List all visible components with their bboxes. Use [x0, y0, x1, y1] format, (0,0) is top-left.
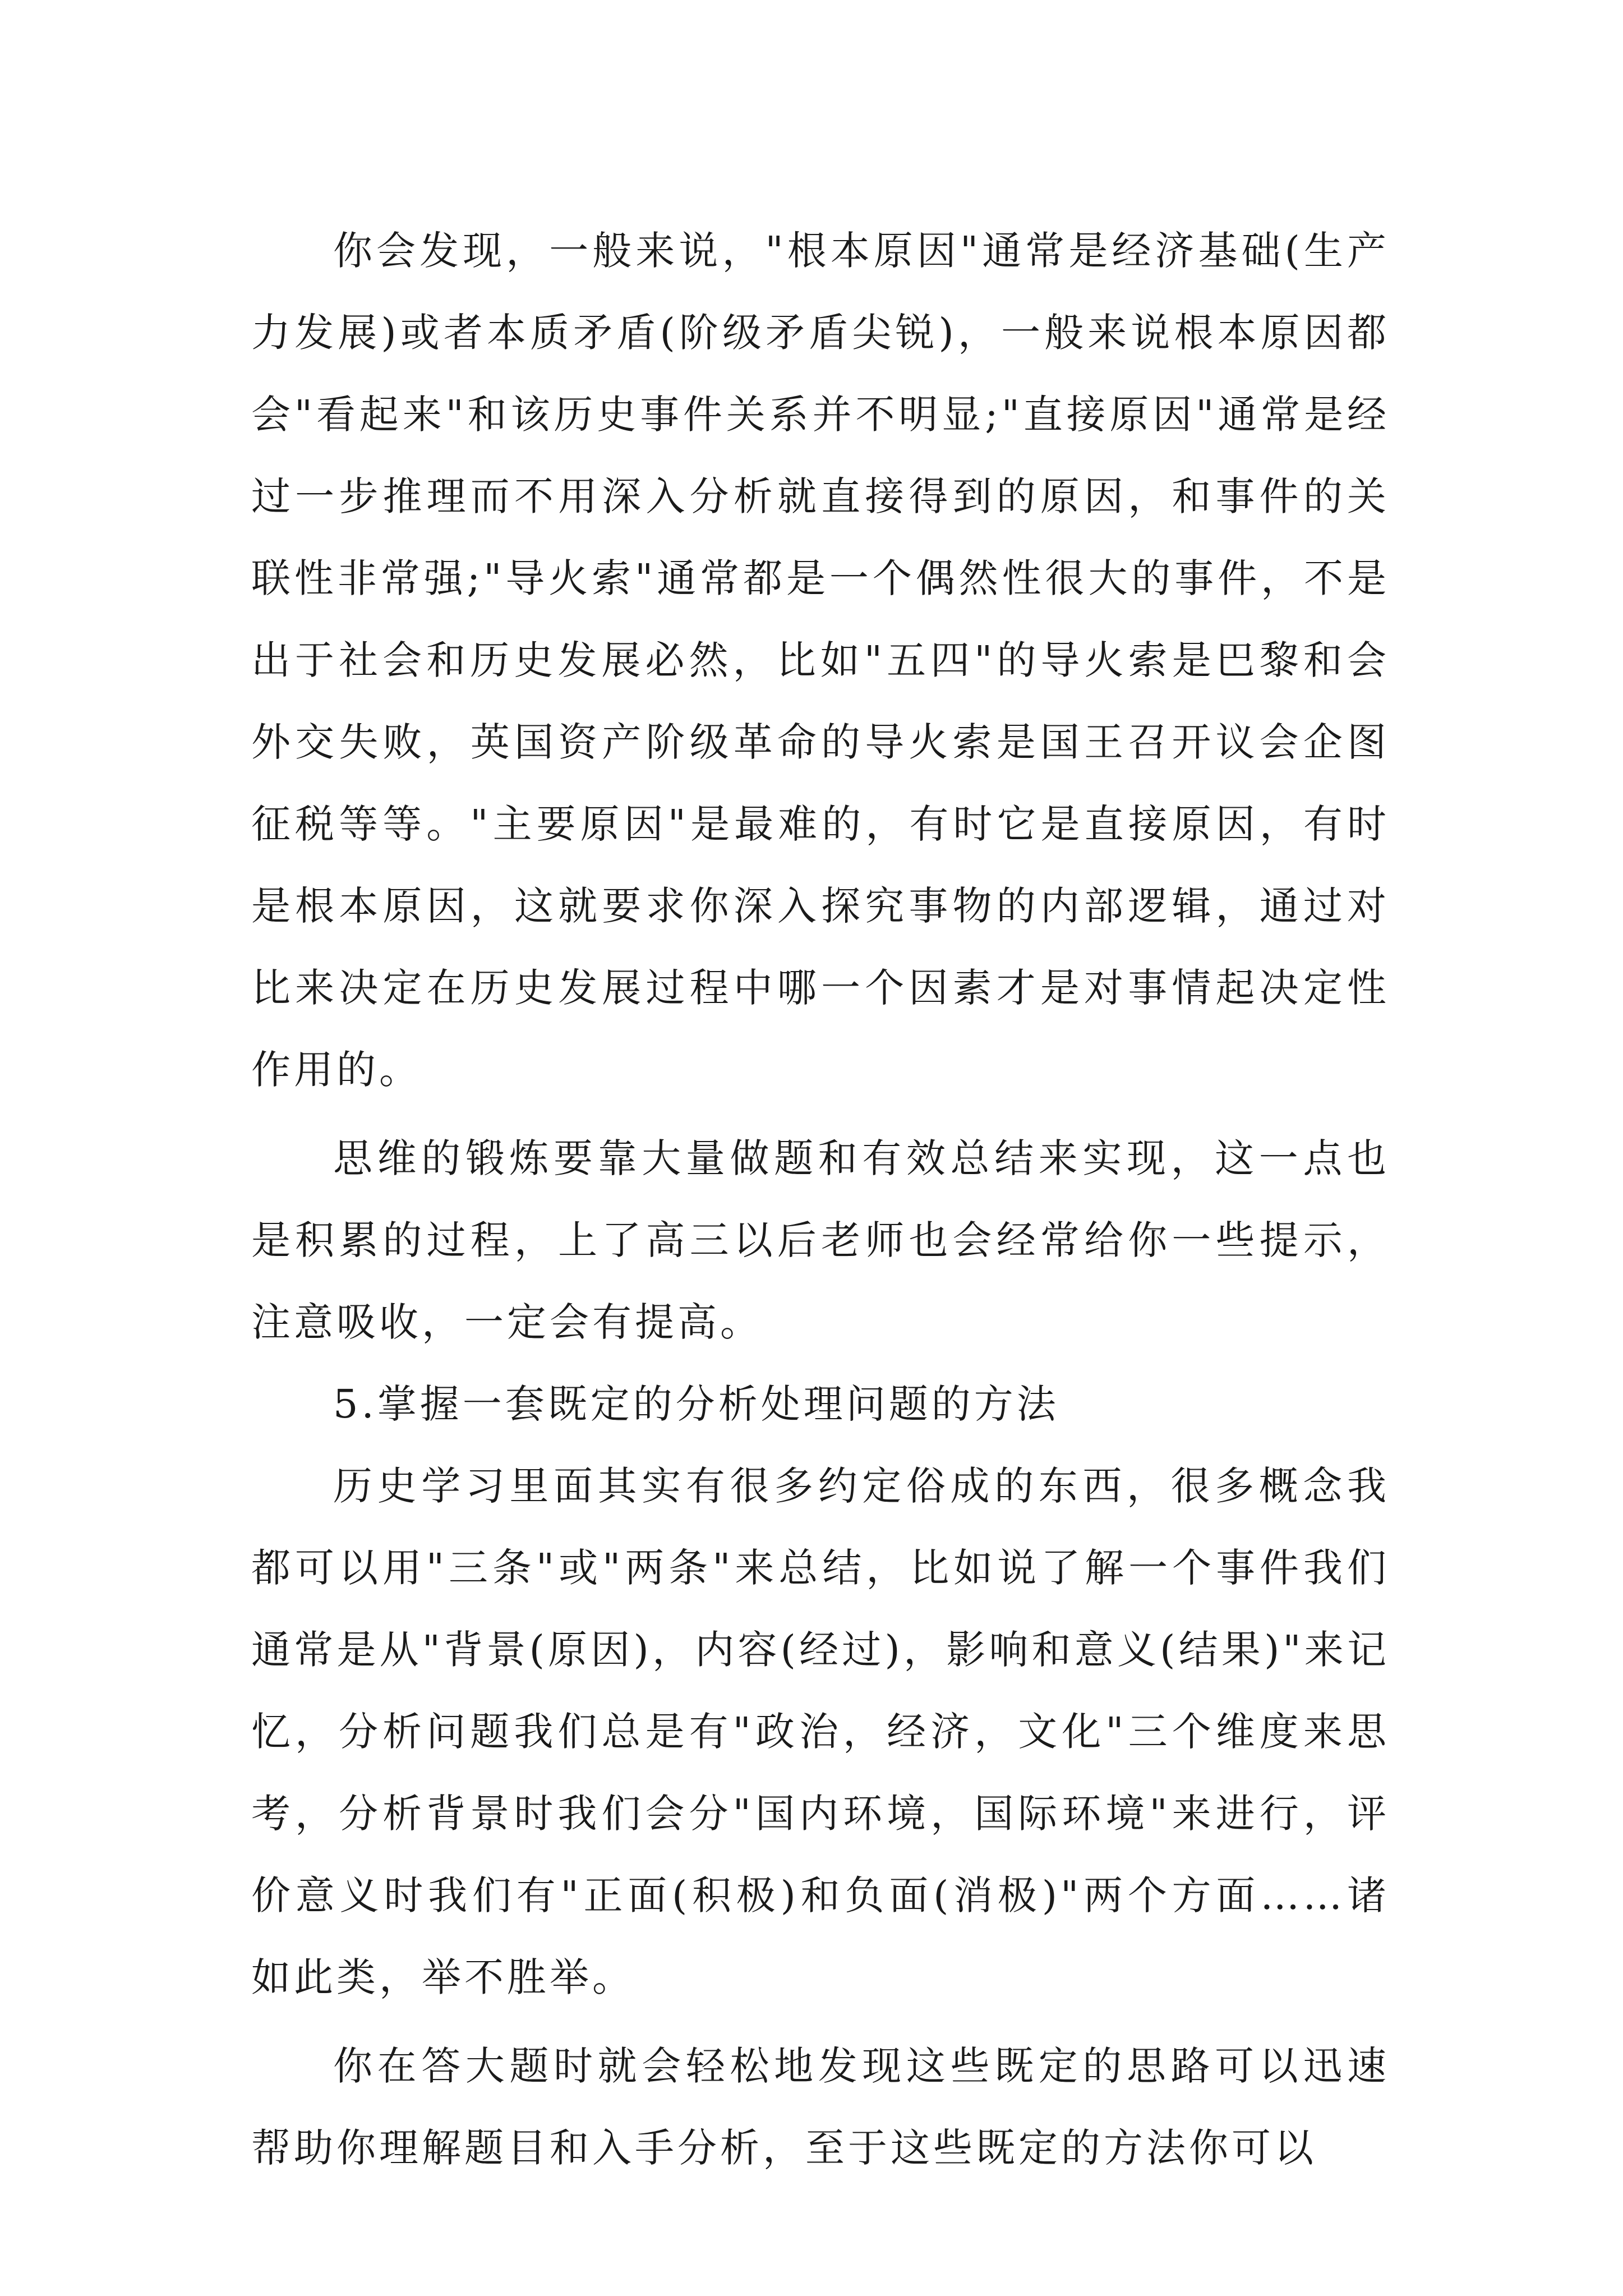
paragraph-thinking-practice: 思维的锻炼要靠大量做题和有效总结来实现，这一点也是积累的过程，上了高三以后老师也会经常给你一些提示，注意吸收，一定会有提高。 — [251, 1135, 1390, 1345]
paragraph-causes: 你会发现，一般来说，"根本原因"通常是经济基础(生产力发展)或者本质矛盾(阶级矛盾尖锐)，一般来说根本原因都会"看起来"和该历史事件关系并不明显;"直接原因"通常是经过一步推理而不用深入分析就直接得到的原因，和事件的关联性非常强;"导火索"通常都是一个偶然性很大的事件，不是出于社会和历史发展必然，比如"五四"的导火索是巴黎和会外交失败，英国资产阶级革命的导火索是国王召开议会企图征税等等。"主要原因"是最难的，有时它是直接原因，有时是根本原因，这就要求你深入探究事物的内部逻辑，通过对比来决定在历史发展过程中哪一个因素才是对事情起决定性作用的。 — [251, 228, 1390, 1093]
section-heading-method: 5.掌握一套既定的分析处理问题的方法 — [333, 1381, 1059, 1427]
document-body — [251, 210, 1390, 2189]
paragraph-answering: 你在答大题时就会轻松地发现这些既定的思路可以迅速帮助你理解题目和入手分析，至于这些既定的方法你可以 — [251, 2043, 1390, 2171]
paragraph-conventions: 历史学习里面其实有很多约定俗成的东西，很多概念我都可以用"三条"或"两条"来总结，比如说了解一个事件我们通常是从"背景(原因)，内容(经过)，影响和意义(结果)"来记忆，分析问题我们总是有"政治，经济，文化"三个维度来思考，分析背景时我们会分"国内环境，国际环境"来进行，评价意义时我们有"正面(积极)和负面(消极)"两个方面……诸如此类，举不胜举。 — [251, 1463, 1390, 2000]
